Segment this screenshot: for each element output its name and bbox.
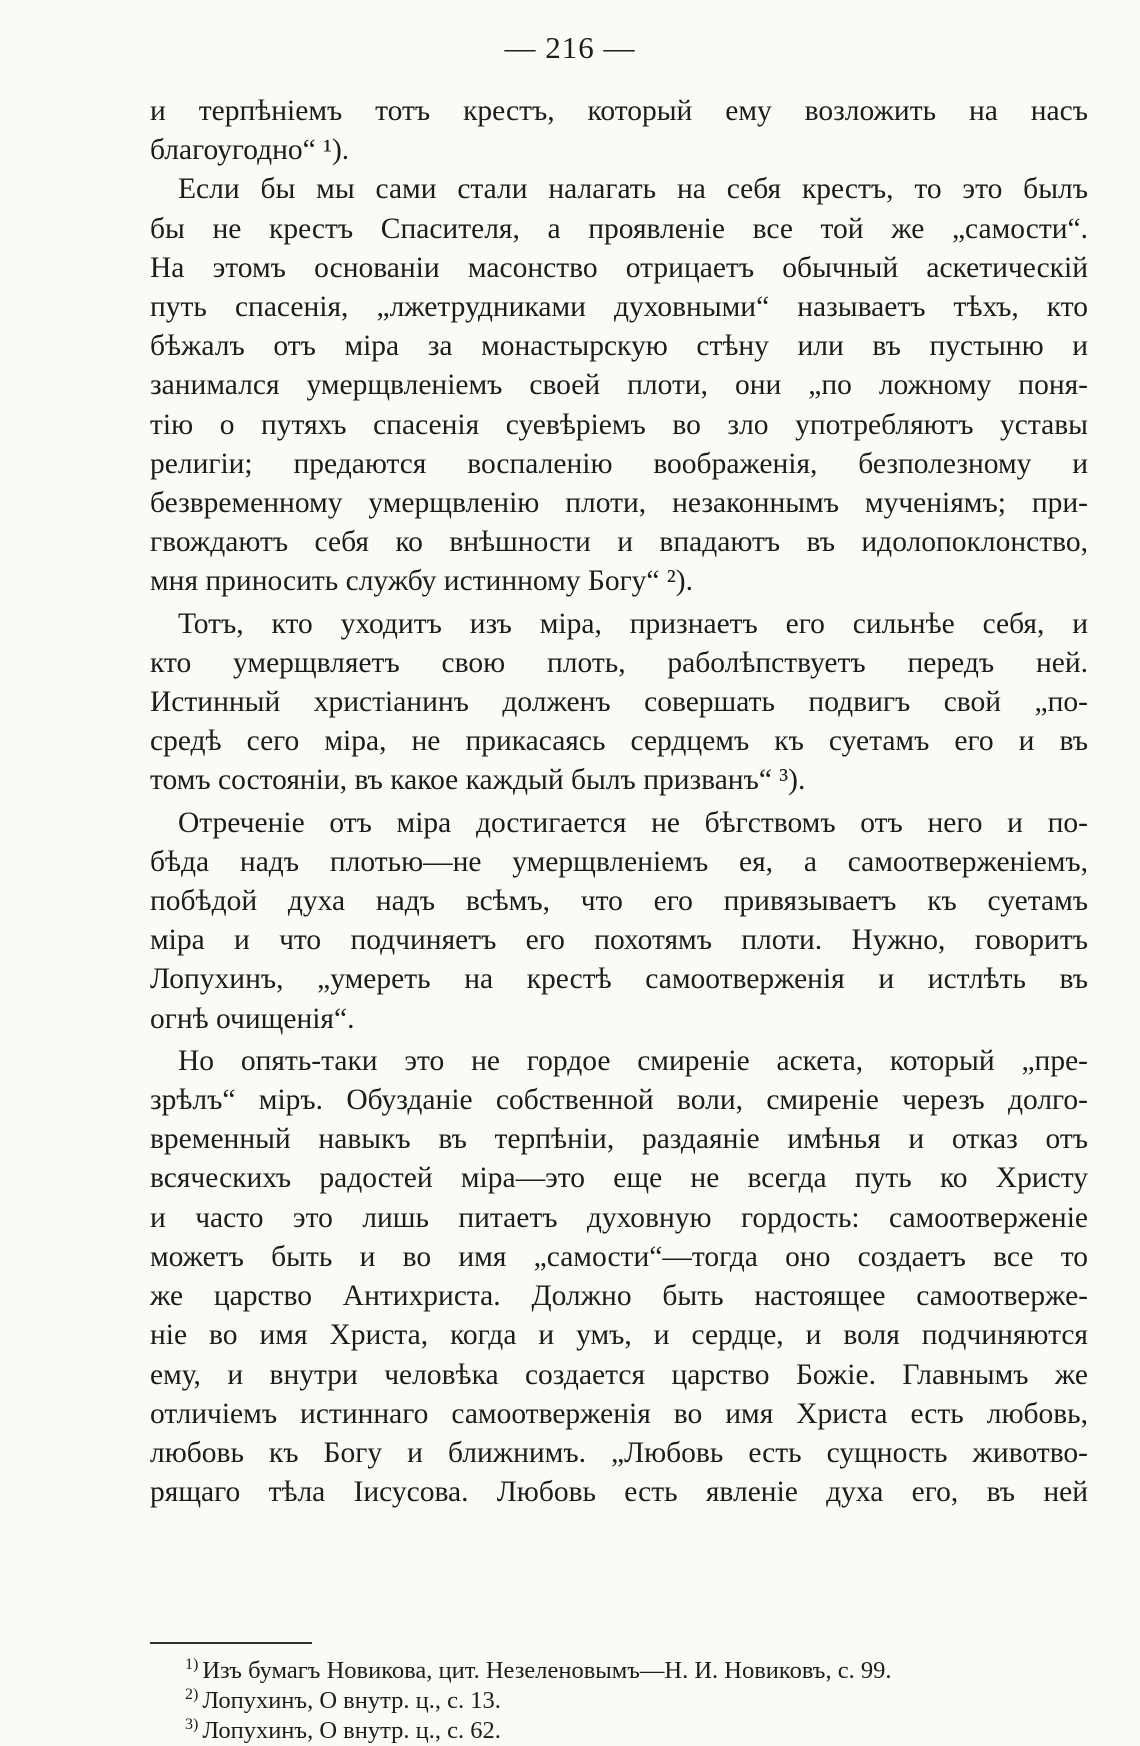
paragraph-4 bbox=[150, 804, 1088, 1039]
text-line: томъ состояніи, въ какое каждый былъ призванъ“ ³). bbox=[150, 764, 806, 797]
page-number: — 216 — bbox=[504, 30, 636, 65]
text-line: любовь къ Богу и ближнимъ. „Любовь есть сущность животво- bbox=[150, 1436, 1088, 1469]
text-line: Лопухинъ, „умереть на крестѣ самоотверженія и истлѣть въ bbox=[150, 963, 1088, 996]
footnote-text: Лопухинъ, О внутр. ц., с. 13. bbox=[202, 1687, 501, 1714]
text-line: и часто это лишь питаетъ духовную гордость: самоотверженіе bbox=[150, 1201, 1088, 1234]
footnote-text: Изъ бумагъ Новикова, цит. Незеленовымъ—Н. И. Новиковъ, с. 99. bbox=[202, 1657, 892, 1684]
text-line: Отреченіе отъ міра достигается не бѣгствомъ отъ него и по- bbox=[178, 806, 1088, 839]
paragraph-2 bbox=[150, 170, 1088, 601]
text-line: кто умерщвляетъ свою плоть, раболѣпствуетъ передъ ней. bbox=[150, 646, 1088, 679]
text-line: На этомъ основаніи масонство отрицаетъ обычный аскетическій bbox=[150, 251, 1088, 284]
text-line: тію о путяхъ спасенія суевѣріемъ во зло употребляютъ уставы bbox=[150, 408, 1088, 441]
text-line: благоугодно“ ¹). bbox=[150, 134, 350, 167]
paragraph-3 bbox=[150, 605, 1088, 801]
text-line: же царство Антихриста. Должно быть настоящее самоотверже- bbox=[150, 1280, 1088, 1313]
text-line: и терпѣніемъ тотъ крестъ, который ему возложить на насъ bbox=[150, 95, 1088, 127]
text-line: путь спасенія, „лжетрудниками духовными“ называетъ тѣхъ, кто bbox=[150, 291, 1088, 324]
text-line: мня приносить службу истинному Богу“ ²). bbox=[150, 565, 693, 598]
text-line: гвождаютъ себя ко внѣшности и впадаютъ въ идолопоклонство, bbox=[150, 526, 1088, 559]
text-line: религіи; предаются воспаленію воображенія, безполезному и bbox=[150, 447, 1088, 480]
text-line: отличіемъ истиннаго самоотверженія во имя Христа есть любовь, bbox=[150, 1397, 1088, 1430]
text-line: бы не крестъ Спасителя, а проявленіе все той же „самости“. bbox=[150, 212, 1088, 245]
footnote bbox=[185, 1716, 1085, 1746]
paragraph-1 bbox=[150, 92, 1088, 170]
text-line: безвременному умерщвленію плоти, незаконнымъ мученіямъ; при- bbox=[150, 487, 1088, 520]
text-line: рящаго тѣла Іисусова. Любовь есть явленіе духа его, въ ней bbox=[150, 1476, 1088, 1509]
text-line: ніе во имя Христа, когда и умъ, и сердце, и воля подчиняются bbox=[150, 1319, 1088, 1352]
text-line: Но опять-таки это не гордое смиреніе аскета, который „пре- bbox=[178, 1044, 1088, 1077]
text-line: средѣ сего міра, не прикасаясь сердцемъ къ суетамъ его и въ bbox=[150, 725, 1088, 758]
paragraph-5 bbox=[150, 1042, 1088, 1512]
text-line: бѣда надъ плотью—не умерщвленіемъ ея, а самоотверженіемъ, bbox=[150, 845, 1088, 878]
text-line: можетъ быть и во имя „самости“—тогда оно создаетъ все то bbox=[150, 1240, 1088, 1273]
footnote-mark: 3) bbox=[185, 1715, 199, 1733]
footnote-mark: 1) bbox=[185, 1655, 199, 1673]
text-line: міра и что подчиняетъ его похотямъ плоти. Нужно, говоритъ bbox=[150, 924, 1088, 957]
footnote-text: Лопухинъ, О внутр. ц., с. 62. bbox=[202, 1717, 501, 1744]
text-line: Истинный христіанинъ долженъ совершать подвигъ свой „по- bbox=[150, 686, 1088, 719]
text-line: побѣдой духа надъ всѣмъ, что его привязываетъ къ суетамъ bbox=[150, 885, 1088, 918]
text-line: бѣжалъ отъ міра за монастырскую стѣну или въ пустыню и bbox=[150, 330, 1088, 363]
footnote bbox=[185, 1656, 1085, 1686]
footnote-mark: 2) bbox=[185, 1685, 199, 1703]
body-text bbox=[150, 92, 1088, 1512]
text-line: ему, и внутри человѣка создается царство Божіе. Главнымъ же bbox=[150, 1358, 1088, 1391]
text-line: огнѣ очищенія“. bbox=[150, 1002, 355, 1035]
text-line: всяческихъ радостей міра—это еще не всегда путь ко Христу bbox=[150, 1162, 1088, 1195]
text-line: временный навыкъ въ терпѣніи, раздаяніе имѣнья и отказ отъ bbox=[150, 1123, 1088, 1156]
footnote bbox=[185, 1686, 1085, 1716]
text-line: Если бы мы сами стали налагать на себя крестъ, то это былъ bbox=[178, 173, 1088, 206]
text-line: занимался умерщвленіемъ своей плоти, они „по ложному поня- bbox=[150, 369, 1088, 402]
footnotes bbox=[185, 1656, 1085, 1746]
footnote-divider bbox=[150, 1642, 312, 1644]
text-line: Тотъ, кто уходитъ изъ міра, признаетъ его сильнѣе себя, и bbox=[178, 607, 1088, 640]
text-line: зрѣлъ“ міръ. Обузданіе собственной воли, смиреніе черезъ долго- bbox=[150, 1084, 1088, 1117]
